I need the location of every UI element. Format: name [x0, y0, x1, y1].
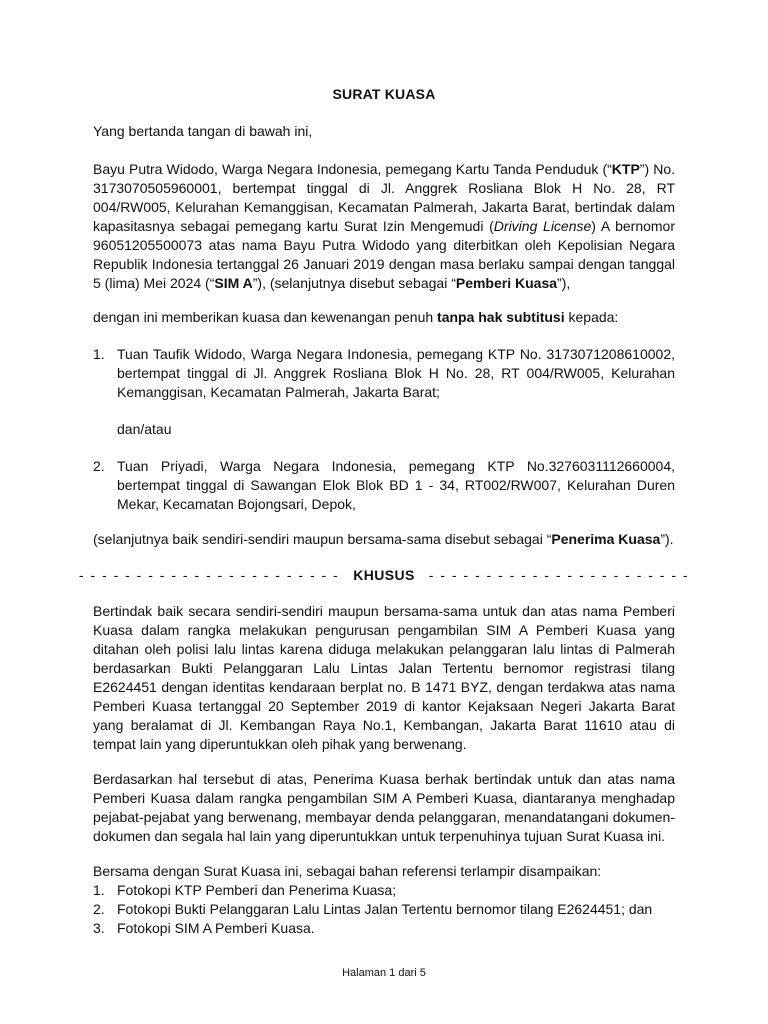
- grant-line: dengan ini memberikan kuasa dan kewenangan penuh tanpa hak subtitusi kepada:: [93, 309, 619, 325]
- attachment-text: Fotokopi KTP Pemberi dan Penerima Kuasa;: [117, 882, 397, 898]
- recipient-text: Tuan Taufik Widodo, Warga Negara Indonesia, pemegang KTP No. 3173071208610002, bertempat tinggal di Jl. Anggrek Rosliana Blok H No. 28, RT 004/RW005, Kelurahan Kemanggisan, Kecamatan Palmerah, Jakarta Barat;: [117, 346, 675, 400]
- page-footer: Halaman 1 dari 5: [342, 967, 426, 979]
- recipient-item: [93, 457, 675, 514]
- conjunction: dan/atau: [117, 421, 172, 437]
- attachment-text: Fotokopi SIM A Pemberi Kuasa.: [117, 920, 315, 936]
- opening-line: Yang bertanda tangan di bawah ini,: [93, 123, 313, 139]
- attachment-item: [93, 900, 675, 919]
- attachment-item: [93, 881, 675, 900]
- grant-emphasis: tanpa hak subtitusi: [437, 309, 565, 325]
- attachments-intro: Bersama dengan Surat Kuasa ini, sebagai bahan referensi terlampir disampaikan:: [93, 863, 602, 879]
- special-purpose-paragraph: Bertindak baik secara sendiri-sendiri maupun bersama-sama untuk dan atas nama Pemberi Kuasa dalam rangka melakukan pengurusan pengambilan SIM A Pemberi Kuasa yang ditahan oleh polisi lalu lintas karena diduga melakukan pelanggaran lalu lintas di Palmerah berdasarkan Bukti Pelanggaran Lalu Lintas Jalan Tertentu bernomor registrasi tilang E2624451 dengan identitas kendaraan berplat no. B 1471 BYZ, dengan terdakwa atas nama Pemberi Kuasa tertanggal 20 September 2019 di kantor Kejaksaan Negeri Jakarta Barat yang beralamat di Jl. Kembangan Raya No.1, Kembangan, Jakarta Barat 11610 atau di tempat lain yang diperuntukkan oleh pihak yang berwenang.: [93, 603, 675, 752]
- separator-keyword: KHUSUS: [353, 567, 415, 583]
- sim-label: SIM A: [214, 275, 253, 291]
- list-number: 2.: [93, 458, 105, 474]
- authority-paragraph: Berdasarkan hal tersebut di atas, Penerima Kuasa berhak bertindak untuk dan atas nama Pemberi Kuasa dalam rangka pengambilan SIM A Pemberi Kuasa, diantaranya menghadap pejabat-pejabat yang berwenang, membayar denda pelanggaran, menandatangani dokumen-dokumen dan segala hal lain yang diperuntukkan untuk terpenuhinya tujuan Surat Kuasa ini.: [93, 771, 675, 844]
- driving-license-term: Driving License: [493, 218, 592, 234]
- separator-dashes: - - - - - - - - - - - - - - - - - - - - - - -: [428, 567, 690, 583]
- attachment-text: Fotokopi Bukti Pelanggaran Lalu Lintas Jalan Tertentu bernomor tilang E2624451; dan: [117, 901, 653, 917]
- separator-dashes: - - - - - - - - - - - - - - - - - - - - - - -: [78, 567, 340, 583]
- section-separator: [78, 567, 690, 583]
- attachment-item: [93, 919, 675, 938]
- list-number: 2.: [93, 901, 105, 917]
- document-title: SURAT KUASA: [332, 86, 436, 102]
- list-number: 1.: [93, 882, 105, 898]
- grantor-paragraph: Bayu Putra Widodo, Warga Negara Indonesia, pemegang Kartu Tanda Penduduk (“KTP”) No. 3173070505960001, bertempat tinggal di Jl. Anggrek Rosliana Blok H No. 28, RT 004/RW005, Kelurahan Kemanggisan, Kecamatan Palmerah, Jakarta Barat, bertindak dalam kapasitasnya sebagai pemegang kartu Surat Izin Mengemudi (Driving License) A bernomor 96051205500073 atas nama Bayu Putra Widodo yang diterbitkan oleh Kepolisian Negara Republik Indonesia tertanggal 26 Januari 2019 dengan masa berlaku sampai dengan tanggal 5 (lima) Mei 2024 (“SIM A”), (selanjutnya disebut sebagai “Pemberi Kuasa”),: [93, 161, 676, 291]
- list-number: 3.: [93, 920, 105, 936]
- ktp-label: KTP: [611, 161, 640, 177]
- grantor-role: Pemberi Kuasa: [455, 275, 558, 291]
- list-number: 1.: [93, 346, 105, 362]
- recipient-item: [93, 345, 675, 402]
- recipient-definition: (selanjutnya baik sendiri-sendiri maupun bersama-sama disebut sebagai “Penerima Kuasa”).: [93, 531, 674, 547]
- recipient-role: Penerima Kuasa: [551, 531, 661, 547]
- recipient-text: Tuan Priyadi, Warga Negara Indonesia, pemegang KTP No.3276031112660004, bertempat tinggal di Sawangan Elok Blok BD 1 - 34, RT002/RW007, Kelurahan Duren Mekar, Kecamatan Bojongsari, Depok,: [117, 458, 675, 512]
